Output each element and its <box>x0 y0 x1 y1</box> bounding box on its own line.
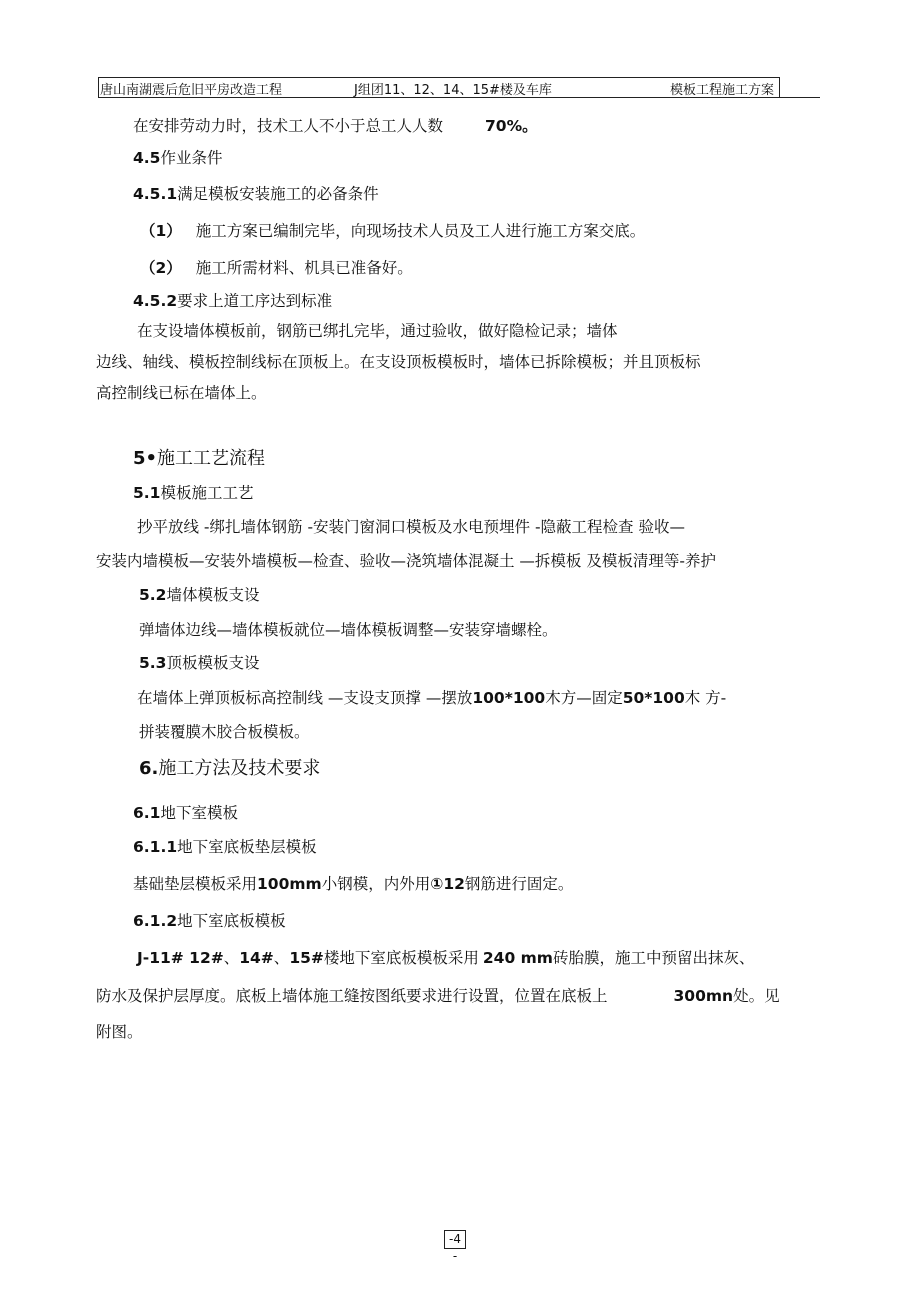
paragraph-line: J-11# 12#、14#、15#楼地下室底板模板采用 240 mm砖胎膜，施工中预留出抹灰、 <box>137 949 755 967</box>
paragraph-line: 拼装覆膜木胶合板模板。 <box>139 723 310 741</box>
section-heading-6-1-1: 6.1.1地下室底板垫层模板 <box>133 838 317 856</box>
chapter-heading-5: 5•施工工艺流程 <box>133 448 266 469</box>
page-header <box>98 77 820 98</box>
section-heading-6-1-2: 6.1.2地下室底板模板 <box>133 912 286 930</box>
section-heading-5-3: 5.3顶板模板支设 <box>139 654 260 672</box>
section-heading-6-1: 6.1地下室模板 <box>133 804 238 822</box>
paragraph-line: 高控制线已标在墙体上。 <box>96 384 267 402</box>
paragraph-line: 基础垫层模板采用100mm小钢模，内外用①12钢筋进行固定。 <box>133 875 574 893</box>
paragraph-line: 抄平放线 -绑扎墙体钢筋 -安装门窗洞口模板及水电预埋件 -隐蔽工程检查 验收— <box>137 518 685 536</box>
paragraph-line: 附图。 <box>96 1023 143 1041</box>
paragraph-line: 在墙体上弹顶板标高控制线 —支设支顶撑 —摆放100*100木方—固定50*100木 方- <box>137 689 727 707</box>
section-heading-4-5: 4.5作业条件 <box>133 149 223 167</box>
header-group: J组团11、12、14、15#楼及车库 <box>354 83 552 98</box>
header-project: 唐山南湖震后危旧平房改造工程 <box>100 83 283 98</box>
list-item: （2） 施工所需材料、机具已准备好。 <box>140 259 413 277</box>
paragraph-line: 在支设墙体模板前，钢筋已绑扎完毕，通过验收，做好隐检记录；墙体 <box>137 322 618 340</box>
section-heading-4-5-1: 4.5.1满足模板安装施工的必备条件 <box>133 185 379 203</box>
page-number: -4 - <box>444 1230 466 1249</box>
paragraph-line: 安装内墙模板—安装外墙模板—检查、验收—浇筑墙体混凝土 —拆模板 及模板清理等-养护 <box>96 552 716 570</box>
paragraph-line: 边线、轴线、模板控制线标在顶板上。在支设顶板模板时，墙体已拆除模板；并且顶板标 <box>96 353 701 371</box>
chapter-heading-6: 6.施工方法及技术要求 <box>139 758 321 779</box>
section-heading-5-1: 5.1模板施工工艺 <box>133 484 254 502</box>
section-heading-4-5-2: 4.5.2要求上道工序达到标准 <box>133 292 333 310</box>
list-item: （1） 施工方案已编制完毕，向现场技术人员及工人进行施工方案交底。 <box>140 222 646 240</box>
header-doc-title: 模板工程施工方案 <box>670 83 775 98</box>
section-heading-5-2: 5.2墙体模板支设 <box>139 586 260 604</box>
text-line: 在安排劳动力时，技术工人不小于总工人人数 70%。 <box>133 117 538 135</box>
paragraph-line: 防水及保护层厚度。底板上墙体施工缝按图纸要求进行设置，位置在底板上 300mn处。见 <box>96 987 780 1005</box>
paragraph-line: 弹墙体边线—墙体模板就位—墙体模板调整—安装穿墙螺栓。 <box>139 621 558 639</box>
